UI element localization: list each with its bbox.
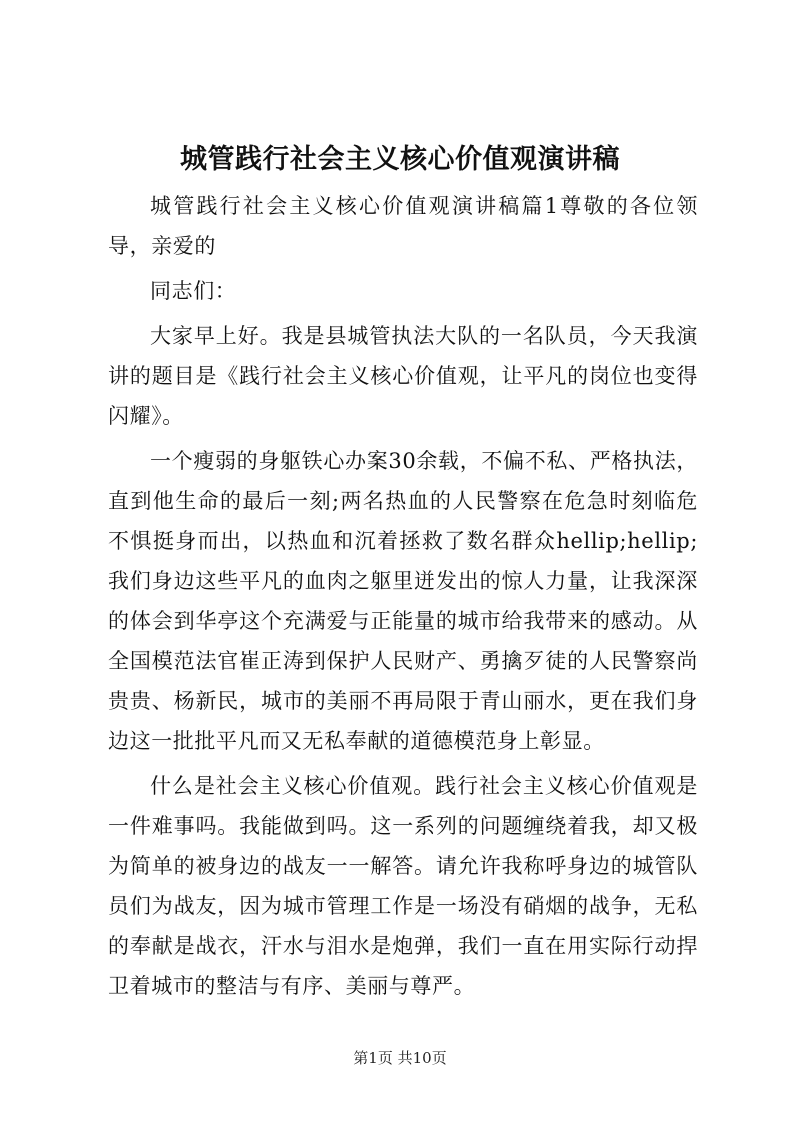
document-body — [108, 186, 698, 1011]
paragraph-2: 同志们： — [150, 279, 237, 303]
paragraph-3: 大家早上好。我是县城管执法大队的一名队员，今天我演讲的题目是《践行社会主义核心价值观，让平凡的岗位也变得闪耀》。 — [108, 324, 698, 428]
paragraph-5: 什么是社会主义核心价值观。践行社会主义核心价值观是一件难事吗。我能做到吗。这一系列的问题缠绕着我，却又极为简单的被身边的战友一一解答。请允许我称呼身边的城管队员们为战友，因为城市管理工作是一场没有硝烟的战争，无私的奉献是战衣，汗水与泪水是炮弹，我们一直在用实际行动捍卫着城市的整洁与有序、美丽与尊严。 — [108, 774, 698, 998]
paragraph-4: 一个瘦弱的身躯铁心办案30余载，不偏不私、严格执法，直到他生命的最后一刻;两名热血的人民警察在危急时刻临危不惧挺身而出，以热血和沉着拯救了数名群众hellip;hellip;我们身边这些平凡的血肉之躯里迸发出的惊人力量，让我深深的体会到华亭这个充满爱与正能量的城市给我带来的感动。从全国模范法官崔正涛到保护人民财产、勇擒歹徒的人民警察尚贵贵、杨新民，城市的美丽不再局限于青山丽水，更在我们身边这一批批平凡而又无私奉献的道德模范身上彰显。 — [108, 449, 698, 753]
paragraph-1: 城管践行社会主义核心价值观演讲稿篇1尊敬的各位领导，亲爱的 — [108, 194, 698, 258]
document-title: 城管践行社会主义核心价值观演讲稿 — [180, 144, 620, 175]
page-footer: 第1页 共10页 — [353, 1049, 447, 1067]
